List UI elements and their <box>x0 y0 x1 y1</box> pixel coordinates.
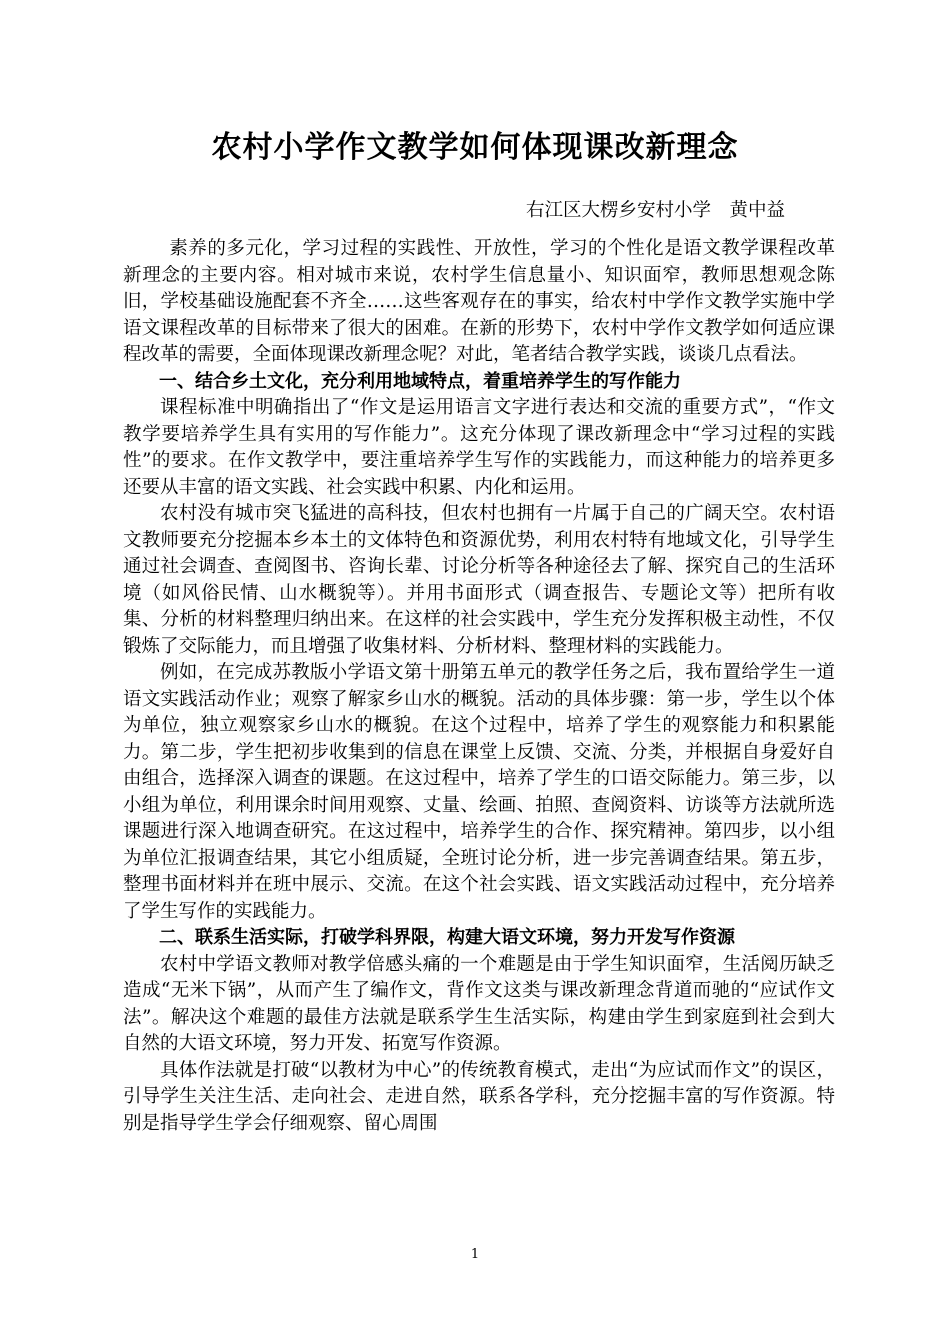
paragraph: 例如，在完成苏教版小学语文第十册第五单元的教学任务之后，我布置给学生一道语文实践活动作业；观察了解家乡山水的概貌。活动的具体步骤：第一步，学生以个体为单位，独立观察家乡山水的概貌。在这个过程中，培养了学生的观察能力和积累能力。第二步，学生把初步收集到的信息在课堂上反馈、交流、分类，并根据自身爱好自由组合，选择深入调查的课题。在这过程中，培养了学生的口语交际能力。第三步，以小组为单位，利用课余时间用观察、丈量、绘画、拍照、查阅资料、访谈等方法就所选课题进行深入地调查研究。在这过程中，培养学生的合作、探究精神。第四步，以小组为单位汇报调查结果，其它小组质疑，全班讨论分析，进一步完善调查结果。第五步，整理书面材料并在班中展示、交流。在这个社会实践、语文实践活动过程中，充分培养了学生写作的实践能力。 <box>123 662 835 922</box>
section-heading: 一、结合乡土文化，充分利用地域特点，着重培养学生的写作能力 <box>159 370 681 392</box>
page-number: 1 <box>470 1247 480 1262</box>
paragraph: 课程标准中明确指出了“作文是运用语言文字进行表达和交流的重要方式”，“作文教学要培养学生具有实用的写作能力”。这充分体现了课改新理念中“学习过程的实践性”的要求。在作文教学中，要注重培养学生写作的实践能力，而这种能力的培养更多还要从丰富的语文实践、社会实践中积累、内化和运用。 <box>123 397 835 498</box>
paragraph: 农村没有城市突飞猛进的高科技，但农村也拥有一片属于自己的广阔天空。农村语文教师要充分挖掘本乡本土的文体特色和资源优势，利用农村特有地域文化，引导学生通过社会调查、查阅图书、咨询长辈、讨论分析等各种途径去了解、探究自己的生活环境（如风俗民情、山水概貌等）。并用书面形式（调查报告、专题论文等）把所有收集、分析的材料整理归纳出来。在这样的社会实践中，学生充分发挥积极主动性，不仅锻炼了交际能力，而且增强了收集材料、分析材料、整理材料的实践能力。 <box>123 503 835 657</box>
author-byline: 右江区大楞乡安村小学 黄中益 <box>525 200 785 221</box>
article-body <box>123 236 835 1137</box>
paragraph: 素养的多元化，学习过程的实践性、开放性，学习的个性化是语文教学课程改革新理念的主要内容。相对城市来说，农村学生信息量小、知识面窄，教师思想观念陈旧，学校基础设施配套不齐全……这些客观存在的事实，给农村中学作文教学实施中学语文课程改革的目标带来了很大的困难。在新的形势下，农村中学作文教学如何适应课程改革的需要，全面体现课改新理念呢？对此，笔者结合教学实践，谈谈几点看法。 <box>123 238 835 365</box>
page-title: 农村小学作文教学如何体现课改新理念 <box>211 130 739 165</box>
paragraph: 农村中学语文教师对教学倍感头痛的一个难题是由于学生知识面窄，生活阅历缺乏造成“无米下锅”，从而产生了编作文，背作文这类与课改新理念背道而驰的“应试作文法”。解决这个难题的最佳方法就是联系学生生活实际，构建由学生到家庭到社会到大自然的大语文环境，努力开发、拓宽写作资源。 <box>123 953 835 1054</box>
section-heading: 二、联系生活实际，打破学科界限，构建大语文环境，努力开发写作资源 <box>159 927 735 948</box>
paragraph: 具体作法就是打破“以教材为中心”的传统教育模式，走出“为应试而作文”的误区，引导学生关注生活、走向社会、走进自然，联系各学科，充分挖掘丰富的写作资源。特别是指导学生学会仔细观察、留心周围 <box>123 1059 835 1134</box>
